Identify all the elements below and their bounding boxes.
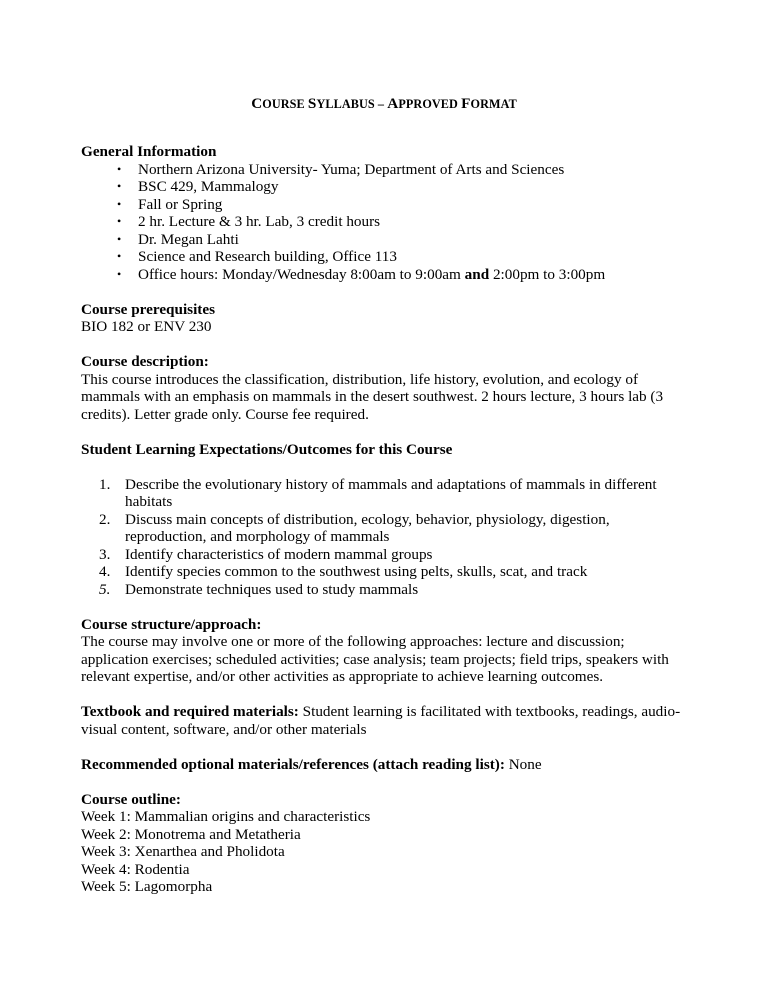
- info-office-hours: [138, 266, 605, 283]
- list-item: [116, 266, 686, 284]
- office-hours-text: Office hours: Monday/Wednesday 8:00am to 9:00am: [138, 265, 465, 283]
- list-item: [81, 546, 686, 564]
- bullet-icon: •: [117, 161, 122, 176]
- list-item: [116, 178, 686, 196]
- info-office: Science and Research building, Office 113: [138, 248, 397, 265]
- textbook-text: Student learning is facilitated with textbooks, readings, audio-visual content, software, and/or other materials: [81, 703, 681, 738]
- list-item: [116, 196, 686, 214]
- prerequisites-heading: Course prerequisites: [81, 300, 216, 318]
- title-initial: A: [387, 95, 399, 112]
- office-hours-and: and: [464, 265, 490, 283]
- bullet-icon: •: [117, 196, 122, 211]
- syllabus-content: [81, 143, 686, 913]
- title-initial: F: [461, 95, 471, 112]
- outcome-text: Identify species common to the southwest using pelts, skulls, scat, and track: [125, 563, 588, 580]
- title-dash: –: [374, 97, 388, 111]
- office-hours-text: 2:00pm to 3:00pm: [489, 265, 606, 283]
- info-credit-hours: 2 hr. Lecture & 3 hr. Lab, 3 credit hours: [138, 213, 381, 230]
- outcome-text: Describe the evolutionary history of mammals and adaptations of mammals in different habitats: [125, 475, 657, 510]
- outline-week: Week 3: Xenarthea and Pholidota: [81, 843, 285, 860]
- bullet-icon: •: [117, 231, 122, 246]
- description-heading: Course description:: [81, 353, 209, 370]
- structure-section: [81, 616, 686, 686]
- optional-materials-section: [81, 756, 686, 774]
- optional-materials-heading: Recommended optional materials/references (attach reading list):: [81, 755, 505, 773]
- outline-week: Week 1: Mammalian origins and characteristics: [81, 808, 371, 825]
- outline-heading: Course outline:: [81, 790, 181, 808]
- description-section: [81, 353, 686, 423]
- description-text: This course introduces the classification, distribution, life history, evolution, and ecology of mammals with an emphasis on mammals in the desert southwest. 2 hours lecture, 3 hours lab (3 credits). Letter grade only. Course fee required.: [81, 370, 664, 423]
- bullet-icon: •: [117, 249, 122, 263]
- title-initial: S: [307, 95, 317, 112]
- outcome-text: Demonstrate techniques used to study mammals: [125, 580, 419, 598]
- list-item: [116, 161, 686, 179]
- textbook-heading: Textbook and required materials:: [81, 703, 299, 720]
- general-information-list: [81, 161, 686, 284]
- outcomes-section: [81, 441, 686, 599]
- prerequisites-section: [81, 301, 686, 336]
- outcome-text: Discuss main concepts of distribution, ecology, behavior, physiology, digestion, reproduction, and morphology of mammals: [125, 510, 610, 545]
- outcome-number: 4.: [99, 563, 111, 580]
- outcome-number: 2.: [99, 510, 111, 528]
- bullet-icon: •: [117, 214, 122, 228]
- outline-section: [81, 791, 686, 896]
- outline-week: Week 2: Monotrema and Metatheria: [81, 825, 301, 843]
- outcome-number: 3.: [99, 545, 111, 563]
- info-term: Fall or Spring: [138, 195, 223, 213]
- general-information-section: [81, 143, 686, 283]
- outcomes-list: [81, 476, 686, 599]
- info-instructor: Dr. Megan Lahti: [138, 230, 239, 248]
- info-course-code: BSC 429, Mammalogy: [138, 178, 279, 195]
- outcome-number: 1.: [99, 475, 111, 493]
- list-item: [116, 248, 686, 266]
- structure-text: The course may involve one or more of the following approaches: lecture and discussion; application exercises; scheduled activities; case analysis; team projects; field trips, speakers with relevant expertise, and/or other activities as appropriate to achieve learning outcomes.: [81, 633, 669, 685]
- title-initial: C: [251, 95, 263, 112]
- list-item: [116, 231, 686, 249]
- list-item: [116, 213, 686, 231]
- title-word: YLLABUS: [316, 97, 375, 111]
- textbook-section: [81, 703, 686, 738]
- general-information-heading: General Information: [81, 143, 217, 160]
- outcomes-heading: Student Learning Expectations/Outcomes for this Course: [81, 440, 453, 458]
- prerequisites-text: BIO 182 or ENV 230: [81, 318, 212, 335]
- bullet-icon: •: [117, 179, 122, 193]
- info-university: Northern Arizona University- Yuma; Department of Arts and Sciences: [138, 160, 565, 178]
- list-item: [81, 563, 686, 581]
- list-item: [81, 476, 686, 511]
- document-title: [0, 95, 768, 113]
- list-item: [81, 511, 686, 546]
- optional-materials-text: None: [504, 755, 542, 773]
- title-word: PPROVED: [398, 97, 458, 111]
- outcome-text: Identify characteristics of modern mammal groups: [125, 545, 433, 563]
- bullet-icon: •: [117, 266, 122, 281]
- title-word: ORMAT: [470, 97, 517, 111]
- outline-week: Week 4: Rodentia: [81, 860, 190, 878]
- list-item: [81, 581, 686, 599]
- outline-week: Week 5: Lagomorpha: [81, 878, 213, 895]
- outcome-number: 5.: [99, 580, 111, 598]
- title-word: OURSE: [262, 97, 305, 111]
- structure-heading: Course structure/approach:: [81, 615, 262, 633]
